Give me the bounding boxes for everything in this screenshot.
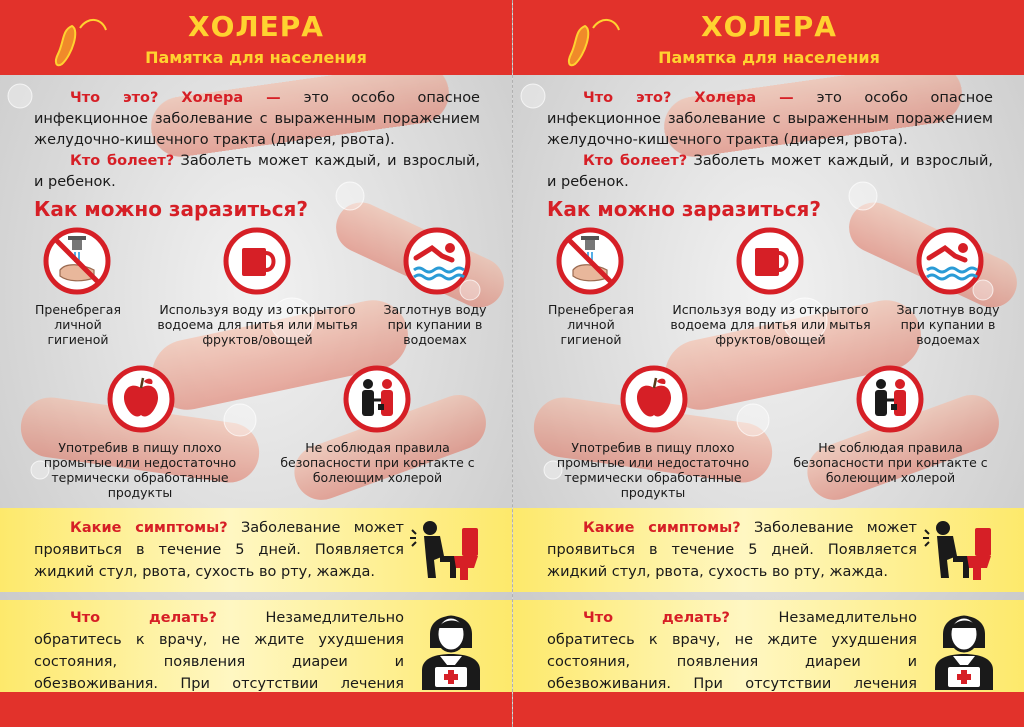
what-to-do-band [0,600,512,692]
toilet-sick-person-icon [410,516,482,588]
apple-icon [619,364,689,434]
footer-bar [0,692,512,727]
swimmer-icon [402,226,472,296]
what-to-do-question: Что делать? [70,610,217,626]
patient-contact-icon [855,364,925,434]
what-is-answer: это особо опасное инфекционное заболевание с выраженным поражением желудочно-кишечного тракта (диарея, рвота). [34,90,480,148]
who-gets-paragraph [547,151,993,193]
page-subtitle: Памятка для населения [658,48,880,67]
way-caption: Не соблюдая правила безопасности при контакте с болеющим холерой [793,440,988,485]
way-caption: Не соблюдая правила безопасности при контакте с болеющим холерой [280,440,475,485]
way-caption: Пренебрегая личной гигиеной [548,302,634,347]
symptoms-band [513,508,1024,592]
intro-text [34,88,480,193]
no-handwash-icon [42,226,112,296]
header-bar [513,0,1024,75]
mug-icon [735,226,805,296]
doctor-icon [416,604,486,690]
what-is-question: Что это? Холера [583,90,757,106]
footer-bar [513,692,1024,727]
way-caption: Заглотнув воду при купании в водоемах [383,302,487,347]
what-to-do-answer: Незамедлительно обратитесь к врачу, не ждите ухудшения состояния, появления диареи и обезвоживания. При отсутствии лечения [34,610,404,692]
how-infected-heading: Как можно заразиться? [34,197,308,221]
how-infected-heading: Как можно заразиться? [547,197,821,221]
way-caption: Употребив в пищу плохо промытые или недостаточно термически обработанные продукты [43,440,237,500]
symptoms-answer: Заболевание может проявиться в течение 5 дней. Появляется жидкий стул, рвота, сухость во рту, жажда. [547,520,917,580]
what-to-do-question: Что делать? [583,610,730,626]
way-caption: Используя воду из открытого водоема для питья или мытья фруктов/овощей [157,302,358,347]
page-title: ХОЛЕРА [701,10,837,43]
who-gets-answer: Заболеть может каждый, и взрослый, и ребенок. [34,153,480,190]
apple-icon [106,364,176,434]
way-caption: Используя воду из открытого водоема для питья или мытья фруктов/овощей [670,302,871,347]
intro-text [547,88,993,193]
symptoms-band [0,508,512,592]
who-gets-answer: Заболеть может каждый, и взрослый, и ребенок. [547,153,993,190]
toilet-sick-person-icon [923,516,995,588]
symptoms-text [547,517,917,583]
what-to-do-answer: Незамедлительно обратитесь к врачу, не ждите ухудшения состояния, появления диареи и обезвоживания. При отсутствии лечения [547,610,917,692]
page-title: ХОЛЕРА [188,10,324,43]
way-caption: Заглотнув воду при купании в водоемах [896,302,1000,347]
who-gets-paragraph [34,151,480,193]
what-is-paragraph [547,88,993,151]
what-is-question: Что это? Холера [70,90,244,106]
patient-contact-icon [342,364,412,434]
way-caption: Пренебрегая личной гигиеной [35,302,121,347]
symptoms-answer: Заболевание может проявиться в течение 5 дней. Появляется жидкий стул, рвота, сухость во рту, жажда. [34,520,404,580]
header-bar [0,0,512,75]
mug-icon [222,226,292,296]
dash: — [243,90,304,106]
symptoms-question: Какие симптомы? [70,520,228,536]
way-caption: Употребив в пищу плохо промытые или недостаточно термически обработанные продукты [556,440,750,500]
who-gets-question: Кто болеет? [583,153,688,169]
doctor-icon [929,604,999,690]
who-gets-question: Кто болеет? [70,153,175,169]
no-handwash-icon [555,226,625,296]
what-is-answer: это особо опасное инфекционное заболевание с выраженным поражением желудочно-кишечного тракта (диарея, рвота). [547,90,993,148]
what-to-do-band [513,600,1024,692]
symptoms-text [34,517,404,583]
dash: — [756,90,817,106]
leaflet-page-right [512,0,1024,727]
swimmer-icon [915,226,985,296]
page-subtitle: Памятка для населения [145,48,367,67]
symptoms-question: Какие симптомы? [583,520,741,536]
what-is-paragraph [34,88,480,151]
